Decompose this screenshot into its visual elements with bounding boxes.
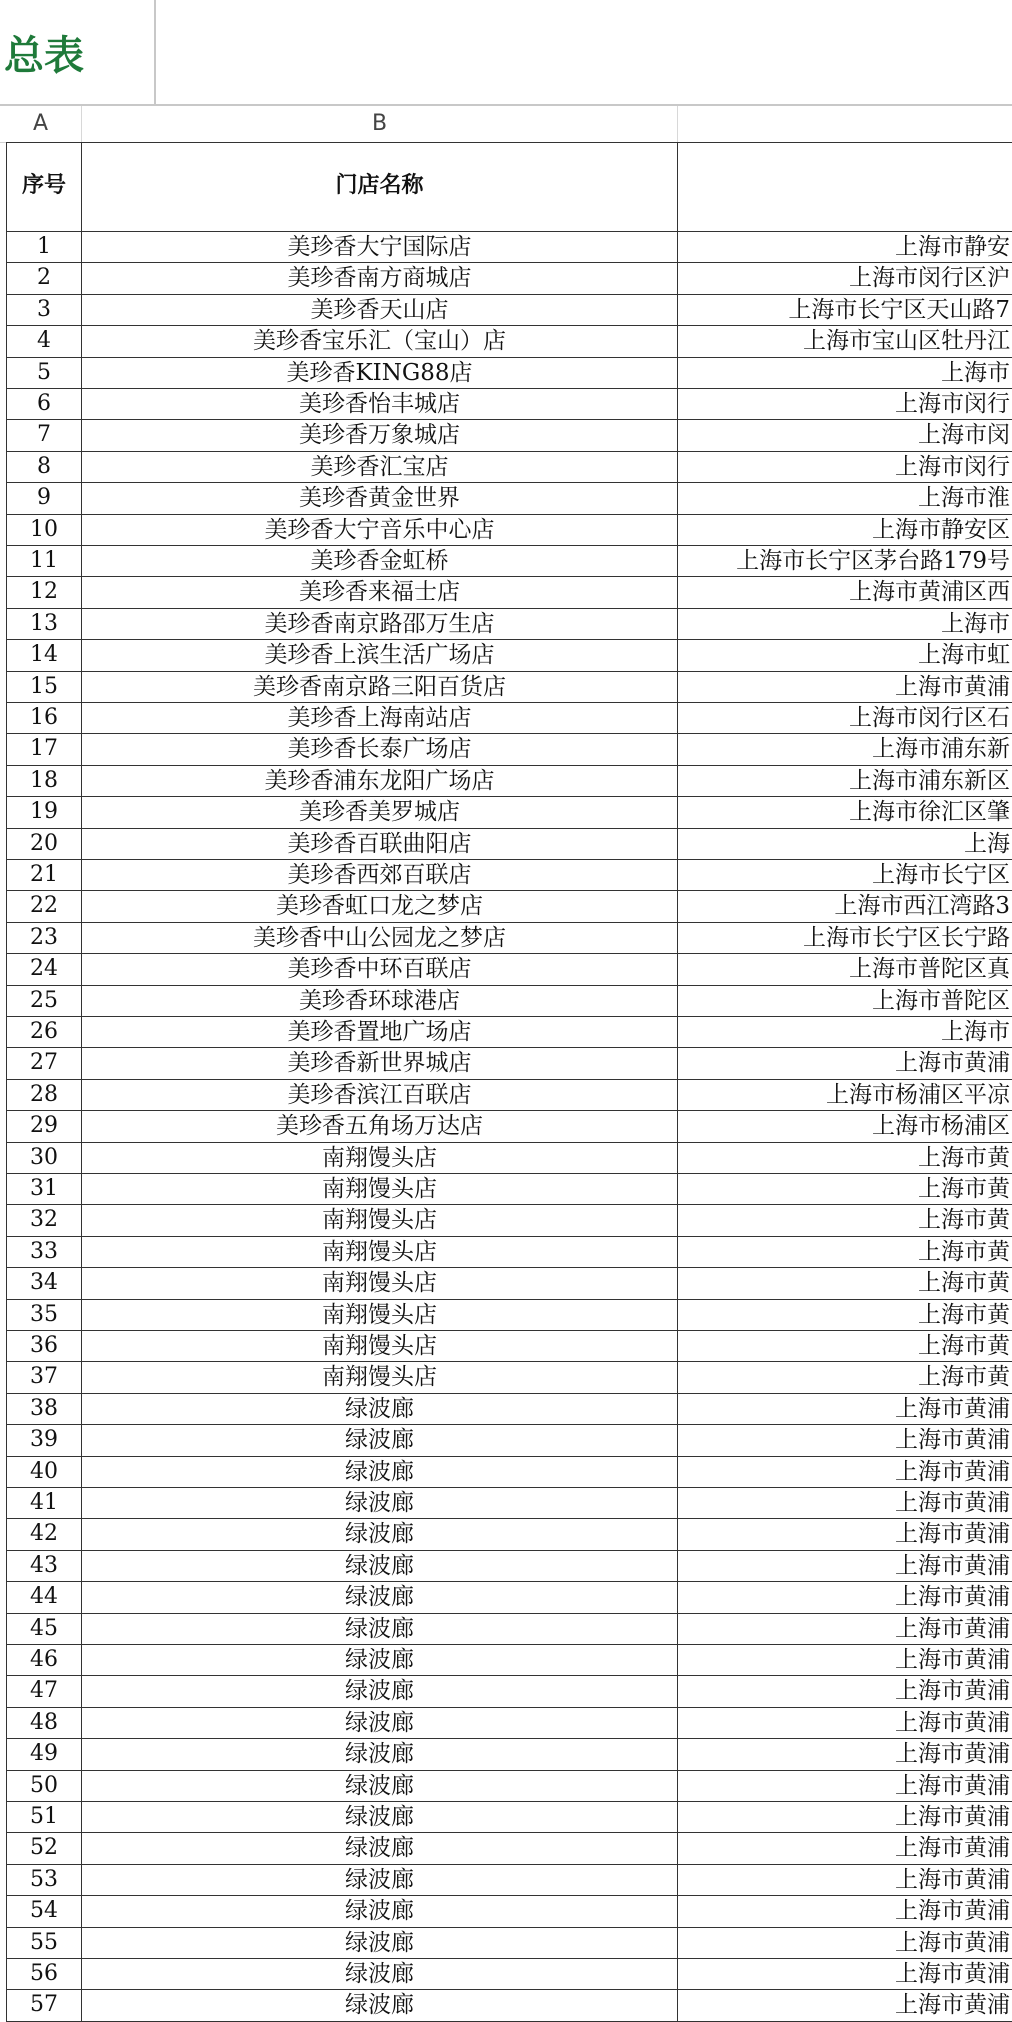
cell-address-text: 上海市浦东新区 [849,767,1010,794]
cell-address-text: 上海市长宁区长宁路 [803,924,1010,951]
cell-address[interactable] [678,1519,1012,1549]
cell-address-text: 上海市闵行 [895,453,1010,480]
cell-store-name[interactable]: 绿波廊 [82,1990,678,2020]
cell-address-text: 上海市黄 [918,1333,1010,1359]
cell-address[interactable] [678,389,1012,419]
cell-address-text: 上海市闵行区沪 [849,265,1010,292]
table-row [6,1833,1012,1864]
table-row [6,766,1012,797]
cell-store-name[interactable]: 南翔馒头店 [82,1174,678,1204]
table-row [6,1739,1012,1770]
table-row [6,1488,1012,1519]
cell-address[interactable] [678,954,1012,984]
table-row [6,609,1012,640]
cell-address-text: 上海市黄 [918,1301,1010,1328]
cell-address[interactable] [678,1080,1012,1110]
cell-store-name[interactable]: 南翔馒头店 [82,1205,678,1235]
table-row [6,1362,1012,1393]
cell-address-text: 上海市黄浦 [895,1741,1010,1768]
table-row [6,1457,1012,1488]
table-row [6,1205,1012,1236]
cell-store-name[interactable]: 美珍香滨江百联店 [82,1080,678,1110]
cell-address[interactable] [678,515,1012,545]
cell-store-name[interactable]: 美珍香南京路三阳百货店 [82,672,678,702]
cell-address[interactable] [678,1205,1012,1235]
cell-index[interactable]: 43 [6,1551,82,1581]
cell-store-name[interactable]: 美珍香来福士店 [82,577,678,607]
cell-store-name[interactable]: 南翔馒头店 [82,1362,678,1392]
table-row [6,923,1012,954]
cell-address-text: 上海市浦东新 [872,736,1010,763]
cell-address-text: 上海市黄浦 [895,1804,1010,1830]
cell-address-text: 上海市黄浦 [895,1490,1010,1516]
cell-address-text: 上海市淮 [918,485,1010,512]
cell-store-name[interactable]: 美珍香美罗城店 [82,797,678,827]
cell-store-name[interactable]: 南翔馒头店 [82,1268,678,1298]
cell-address-text: 上海市黄浦 [895,1992,1010,2019]
column-header-bar [0,106,1012,143]
cell-index[interactable]: 37 [6,1362,82,1392]
cell-store-name[interactable]: 绿波廊 [82,1551,678,1581]
table-row [6,1708,1012,1739]
cell-store-name[interactable]: 美珍香天山店 [82,295,678,325]
table-row [6,577,1012,608]
cell-address[interactable] [678,420,1012,450]
table-row [6,1519,1012,1550]
cell-address-text: 上海市黄 [918,1176,1010,1202]
table-row [6,389,1012,420]
cell-address-text: 上海市徐汇区肇 [849,799,1010,826]
cell-address[interactable] [678,326,1012,356]
cell-address-text: 上海市黄浦 [895,1458,1010,1485]
table-row [6,860,1012,891]
table-row [6,1080,1012,1111]
cell-address[interactable] [678,358,1012,388]
cell-address[interactable] [678,703,1012,733]
cell-address-text: 上海市 [941,1019,1010,1045]
table-row [6,954,1012,985]
table-row [6,1268,1012,1299]
cell-address[interactable] [678,1739,1012,1769]
cell-address[interactable] [678,232,1012,262]
cell-store-name[interactable]: 美珍香上海南站店 [82,703,678,733]
cell-address-text: 上海市黄浦 [895,1584,1010,1611]
cell-address-text: 上海市黄 [918,1207,1010,1234]
cell-address[interactable] [678,1582,1012,1612]
cell-index[interactable]: 13 [6,609,82,639]
cell-address[interactable] [678,609,1012,639]
cell-store-name[interactable]: 美珍香百联曲阳店 [82,829,678,859]
cell-store-name[interactable]: 绿波廊 [82,1488,678,1518]
cell-address-text: 上海市黄浦 [895,1961,1010,1987]
table-row [6,829,1012,860]
header-cell-address[interactable] [678,143,1012,231]
cell-store-name[interactable]: 美珍香宝乐汇（宝山）店 [82,326,678,356]
cell-address-text: 上海市宝山区牡丹江 [803,328,1010,355]
cell-index[interactable]: 15 [6,672,82,702]
cell-address-text: 上海市普陀区 [872,987,1010,1014]
table-row [6,483,1012,514]
cell-address[interactable] [678,1896,1012,1926]
cell-store-name[interactable]: 绿波廊 [82,1865,678,1895]
cell-index[interactable]: 9 [6,483,82,513]
cell-index[interactable]: 53 [6,1865,82,1895]
table-row [6,703,1012,734]
cell-index[interactable]: 36 [6,1331,82,1361]
header-cell-store-name[interactable]: 门店名称 [82,143,678,231]
cell-address[interactable] [678,891,1012,921]
cell-index[interactable]: 30 [6,1143,82,1173]
table-row [6,1237,1012,1268]
cell-address-text: 上海市黄浦 [895,1898,1010,1925]
sheet-tab[interactable] [0,0,156,104]
cell-address-text: 上海市黄浦 [895,1615,1010,1642]
column-header-c[interactable] [678,106,1012,142]
cell-store-name[interactable]: 绿波廊 [82,1582,678,1612]
table-row [6,891,1012,922]
cell-index[interactable]: 35 [6,1300,82,1330]
cell-index[interactable]: 46 [6,1645,82,1675]
cell-address[interactable] [678,986,1012,1016]
cell-address[interactable] [678,295,1012,325]
cell-index[interactable]: 25 [6,986,82,1016]
table-row [6,263,1012,294]
cell-address-text: 上海市黄 [918,1270,1010,1297]
cell-index[interactable]: 12 [6,577,82,607]
cell-address-text: 上海市黄浦 [895,1552,1010,1579]
cell-address-text: 上海市黄浦 [895,1709,1010,1736]
cell-address[interactable] [678,923,1012,953]
cell-address[interactable] [678,1048,1012,1078]
table-row [6,986,1012,1017]
cell-address[interactable] [678,1488,1012,1518]
cell-address[interactable] [678,483,1012,513]
cell-store-name[interactable]: 美珍香中山公园龙之梦店 [82,923,678,953]
cell-address-text: 上海市黄浦 [895,1929,1010,1956]
cell-index[interactable]: 14 [6,640,82,670]
cell-store-name[interactable]: 美珍香南京路邵万生店 [82,609,678,639]
cell-store-name[interactable]: 美珍香大宁国际店 [82,232,678,262]
cell-address-text: 上海市黄浦 [895,1772,1010,1799]
cell-address[interactable] [678,452,1012,482]
cell-store-name[interactable]: 绿波廊 [82,1708,678,1738]
cell-store-name[interactable]: 绿波廊 [82,1959,678,1989]
cell-address[interactable] [678,1959,1012,1989]
cell-store-name[interactable]: 绿波廊 [82,1394,678,1424]
cell-index[interactable]: 6 [6,389,82,419]
table-row [6,326,1012,357]
cell-address[interactable] [678,1017,1012,1047]
cell-index[interactable]: 38 [6,1394,82,1424]
cell-store-name[interactable]: 绿波廊 [82,1928,678,1958]
cell-index[interactable]: 7 [6,420,82,450]
cell-index[interactable]: 34 [6,1268,82,1298]
table-row [6,1017,1012,1048]
cell-address-text: 上海市黄 [918,1238,1010,1265]
cell-index[interactable]: 52 [6,1833,82,1863]
cell-address-text: 上海市黄浦区西 [849,579,1010,606]
header-cell-index[interactable]: 序号 [6,143,82,231]
cell-index[interactable]: 26 [6,1017,82,1047]
cell-store-name[interactable]: 美珍香上滨生活广场店 [82,640,678,670]
cell-store-name[interactable]: 美珍香KING88店 [82,358,678,388]
cell-address[interactable] [678,672,1012,702]
cell-address[interactable] [678,1394,1012,1424]
cell-index[interactable]: 39 [6,1425,82,1455]
cell-address[interactable] [678,766,1012,796]
cell-address-text: 上海市闵行 [895,391,1010,417]
cell-address[interactable] [678,546,1012,576]
cell-index[interactable]: 24 [6,954,82,984]
table-row [6,1802,1012,1833]
cell-index[interactable]: 49 [6,1739,82,1769]
cell-address-text: 上海市长宁区天山路7 [788,296,1010,323]
cell-address-text: 上海市黄浦 [895,1395,1010,1422]
cell-address-text: 上海市杨浦区平凉 [826,1081,1010,1108]
cell-address-text: 上海市黄浦 [895,1647,1010,1673]
cell-address-text: 上海市长宁区茅台路179号 [736,548,1010,574]
cell-store-name[interactable]: 绿波廊 [82,1896,678,1926]
cell-address[interactable] [678,1111,1012,1141]
cell-address-text: 上海市黄 [918,1144,1010,1171]
cell-address-text: 上海市黄浦 [895,1521,1010,1548]
cell-index[interactable]: 44 [6,1582,82,1612]
cell-store-name[interactable]: 绿波廊 [82,1614,678,1644]
cell-store-name[interactable]: 绿波廊 [82,1676,678,1706]
table-row [6,734,1012,765]
cell-address[interactable] [678,1928,1012,1958]
cell-store-name[interactable]: 南翔馒头店 [82,1237,678,1267]
cell-address[interactable] [678,1300,1012,1330]
cell-index[interactable]: 17 [6,734,82,764]
table-row [6,640,1012,671]
cell-address[interactable] [678,1551,1012,1581]
cell-index[interactable]: 16 [6,703,82,733]
cell-index[interactable]: 45 [6,1614,82,1644]
cell-index[interactable]: 22 [6,891,82,921]
cell-address[interactable] [678,1676,1012,1706]
table-row [6,295,1012,326]
cell-index[interactable]: 56 [6,1959,82,1989]
table-row [6,1551,1012,1582]
cell-address-text: 上海市黄浦 [895,1678,1010,1705]
table-row [6,1111,1012,1142]
column-header-b[interactable]: B [82,106,678,142]
cell-store-name[interactable]: 美珍香怡丰城店 [82,389,678,419]
table-row [6,1425,1012,1456]
cell-address-text: 上海市 [941,359,1010,386]
cell-address-text: 上海市西江湾路3 [834,893,1010,920]
cell-address[interactable] [678,829,1012,859]
cell-store-name[interactable]: 美珍香五角场万达店 [82,1111,678,1141]
cell-store-name[interactable]: 绿波廊 [82,1645,678,1675]
cell-address[interactable] [678,1457,1012,1487]
cell-index[interactable]: 32 [6,1205,82,1235]
cell-address[interactable] [678,1174,1012,1204]
cell-address[interactable] [678,1771,1012,1801]
cell-index[interactable]: 19 [6,797,82,827]
cell-index[interactable]: 40 [6,1457,82,1487]
cell-store-name[interactable]: 绿波廊 [82,1833,678,1863]
cell-store-name[interactable]: 南翔馒头店 [82,1331,678,1361]
cell-index[interactable]: 51 [6,1802,82,1832]
cell-index[interactable]: 27 [6,1048,82,1078]
cell-index[interactable]: 42 [6,1519,82,1549]
cell-store-name[interactable]: 绿波廊 [82,1425,678,1455]
cell-address[interactable] [678,1802,1012,1832]
table-header-row [6,142,1012,232]
cell-index[interactable]: 55 [6,1928,82,1958]
table-row [6,1676,1012,1707]
cell-index[interactable]: 54 [6,1896,82,1926]
cell-index[interactable]: 18 [6,766,82,796]
cell-address-text: 上海市长宁区 [872,862,1010,888]
table-row [6,358,1012,389]
cell-store-name[interactable]: 美珍香大宁音乐中心店 [82,515,678,545]
cell-store-name[interactable]: 绿波廊 [82,1802,678,1832]
cell-index[interactable]: 41 [6,1488,82,1518]
table-row [6,1331,1012,1362]
cell-index[interactable]: 20 [6,829,82,859]
cell-index[interactable]: 23 [6,923,82,953]
cell-address-text: 上海市静安区 [872,516,1010,543]
cell-address-text: 上海市黄浦 [895,1835,1010,1862]
table-row [6,1582,1012,1613]
table-row [6,420,1012,451]
cell-address[interactable] [678,263,1012,293]
cell-store-name[interactable]: 南翔馒头店 [82,1300,678,1330]
cell-address-text: 上海市 [941,610,1010,637]
table-row [6,1959,1012,1990]
table-row [6,232,1012,263]
cell-index[interactable]: 50 [6,1771,82,1801]
cell-store-name[interactable]: 美珍香黄金世界 [82,483,678,513]
table-row [6,1645,1012,1676]
cell-address-text: 上海市闵行区石 [849,705,1010,731]
cell-store-name[interactable]: 绿波廊 [82,1739,678,1769]
cell-index[interactable]: 28 [6,1080,82,1110]
cell-store-name[interactable]: 南翔馒头店 [82,1143,678,1173]
sheet-title-bar [0,0,1012,106]
cell-address[interactable] [678,797,1012,827]
cell-index[interactable]: 21 [6,860,82,890]
table-row [6,1771,1012,1802]
cell-store-name[interactable]: 美珍香万象城店 [82,420,678,450]
cell-index[interactable]: 57 [6,1990,82,2020]
table-row [6,1394,1012,1425]
table-row [6,1614,1012,1645]
cell-address[interactable] [678,1990,1012,2020]
cell-index[interactable]: 10 [6,515,82,545]
cell-address[interactable] [678,1865,1012,1895]
cell-address-text: 上海市闵 [918,422,1010,449]
cell-address[interactable] [678,577,1012,607]
table-row [6,1300,1012,1331]
cell-index[interactable]: 8 [6,452,82,482]
column-header-a[interactable]: A [0,106,82,142]
cell-address[interactable] [678,734,1012,764]
cell-address[interactable] [678,1425,1012,1455]
cell-store-name[interactable]: 美珍香中环百联店 [82,954,678,984]
table-row [6,1048,1012,1079]
cell-store-name[interactable]: 美珍香金虹桥 [82,546,678,576]
sheet-title: 总表 [4,33,84,79]
cell-address[interactable] [678,1708,1012,1738]
cell-address[interactable] [678,1614,1012,1644]
cell-index[interactable]: 33 [6,1237,82,1267]
table-row [6,515,1012,546]
cell-address-text: 上海 [964,830,1010,857]
cell-address[interactable] [678,1268,1012,1298]
cell-address[interactable] [678,860,1012,890]
cell-index[interactable]: 2 [6,263,82,293]
table-row [6,1174,1012,1205]
table-row [6,1865,1012,1896]
cell-address[interactable] [678,1645,1012,1675]
cell-address-text: 上海市杨浦区 [872,1113,1010,1140]
table-row [6,1928,1012,1959]
cell-address[interactable] [678,640,1012,670]
table-row [6,797,1012,828]
cell-store-name[interactable]: 美珍香新世界城店 [82,1048,678,1078]
cell-address[interactable] [678,1143,1012,1173]
cell-address[interactable] [678,1331,1012,1361]
cell-store-name[interactable]: 美珍香汇宝店 [82,452,678,482]
cell-index[interactable]: 4 [6,326,82,356]
table-row [6,1143,1012,1174]
cell-index[interactable]: 29 [6,1111,82,1141]
cell-index[interactable]: 47 [6,1676,82,1706]
cell-index[interactable]: 48 [6,1708,82,1738]
cell-address-text: 上海市静安 [895,234,1010,260]
table-row [6,1896,1012,1927]
table-row [6,672,1012,703]
cell-store-name[interactable]: 美珍香长泰广场店 [82,734,678,764]
table-row [6,1990,1012,2021]
cell-store-name[interactable]: 美珍香虹口龙之梦店 [82,891,678,921]
cell-address-text: 上海市黄浦 [895,1050,1010,1077]
cell-address-text: 上海市普陀区真 [849,956,1010,983]
cell-index[interactable]: 5 [6,358,82,388]
cell-store-name[interactable]: 美珍香置地广场店 [82,1017,678,1047]
cell-index[interactable]: 3 [6,295,82,325]
cell-store-name[interactable]: 绿波廊 [82,1771,678,1801]
cell-index[interactable]: 1 [6,232,82,262]
cell-address[interactable] [678,1362,1012,1392]
cell-address-text: 上海市黄浦 [895,673,1010,700]
cell-address[interactable] [678,1833,1012,1863]
formula-area[interactable] [156,0,1012,104]
table-row [6,452,1012,483]
cell-address-text: 上海市黄浦 [895,1866,1010,1893]
cell-store-name[interactable]: 美珍香浦东龙阳广场店 [82,766,678,796]
cell-store-name[interactable]: 绿波廊 [82,1519,678,1549]
cell-store-name[interactable]: 绿波廊 [82,1457,678,1487]
cell-address-text: 上海市虹 [918,642,1010,669]
cell-store-name[interactable]: 美珍香南方商城店 [82,263,678,293]
cell-address-text: 上海市黄浦 [895,1427,1010,1454]
cell-store-name[interactable]: 美珍香环球港店 [82,986,678,1016]
cell-index[interactable]: 31 [6,1174,82,1204]
table-row [6,546,1012,577]
cell-address-text: 上海市黄 [918,1364,1010,1391]
cell-address[interactable] [678,1237,1012,1267]
cell-index[interactable]: 11 [6,546,82,576]
cell-store-name[interactable]: 美珍香西郊百联店 [82,860,678,890]
